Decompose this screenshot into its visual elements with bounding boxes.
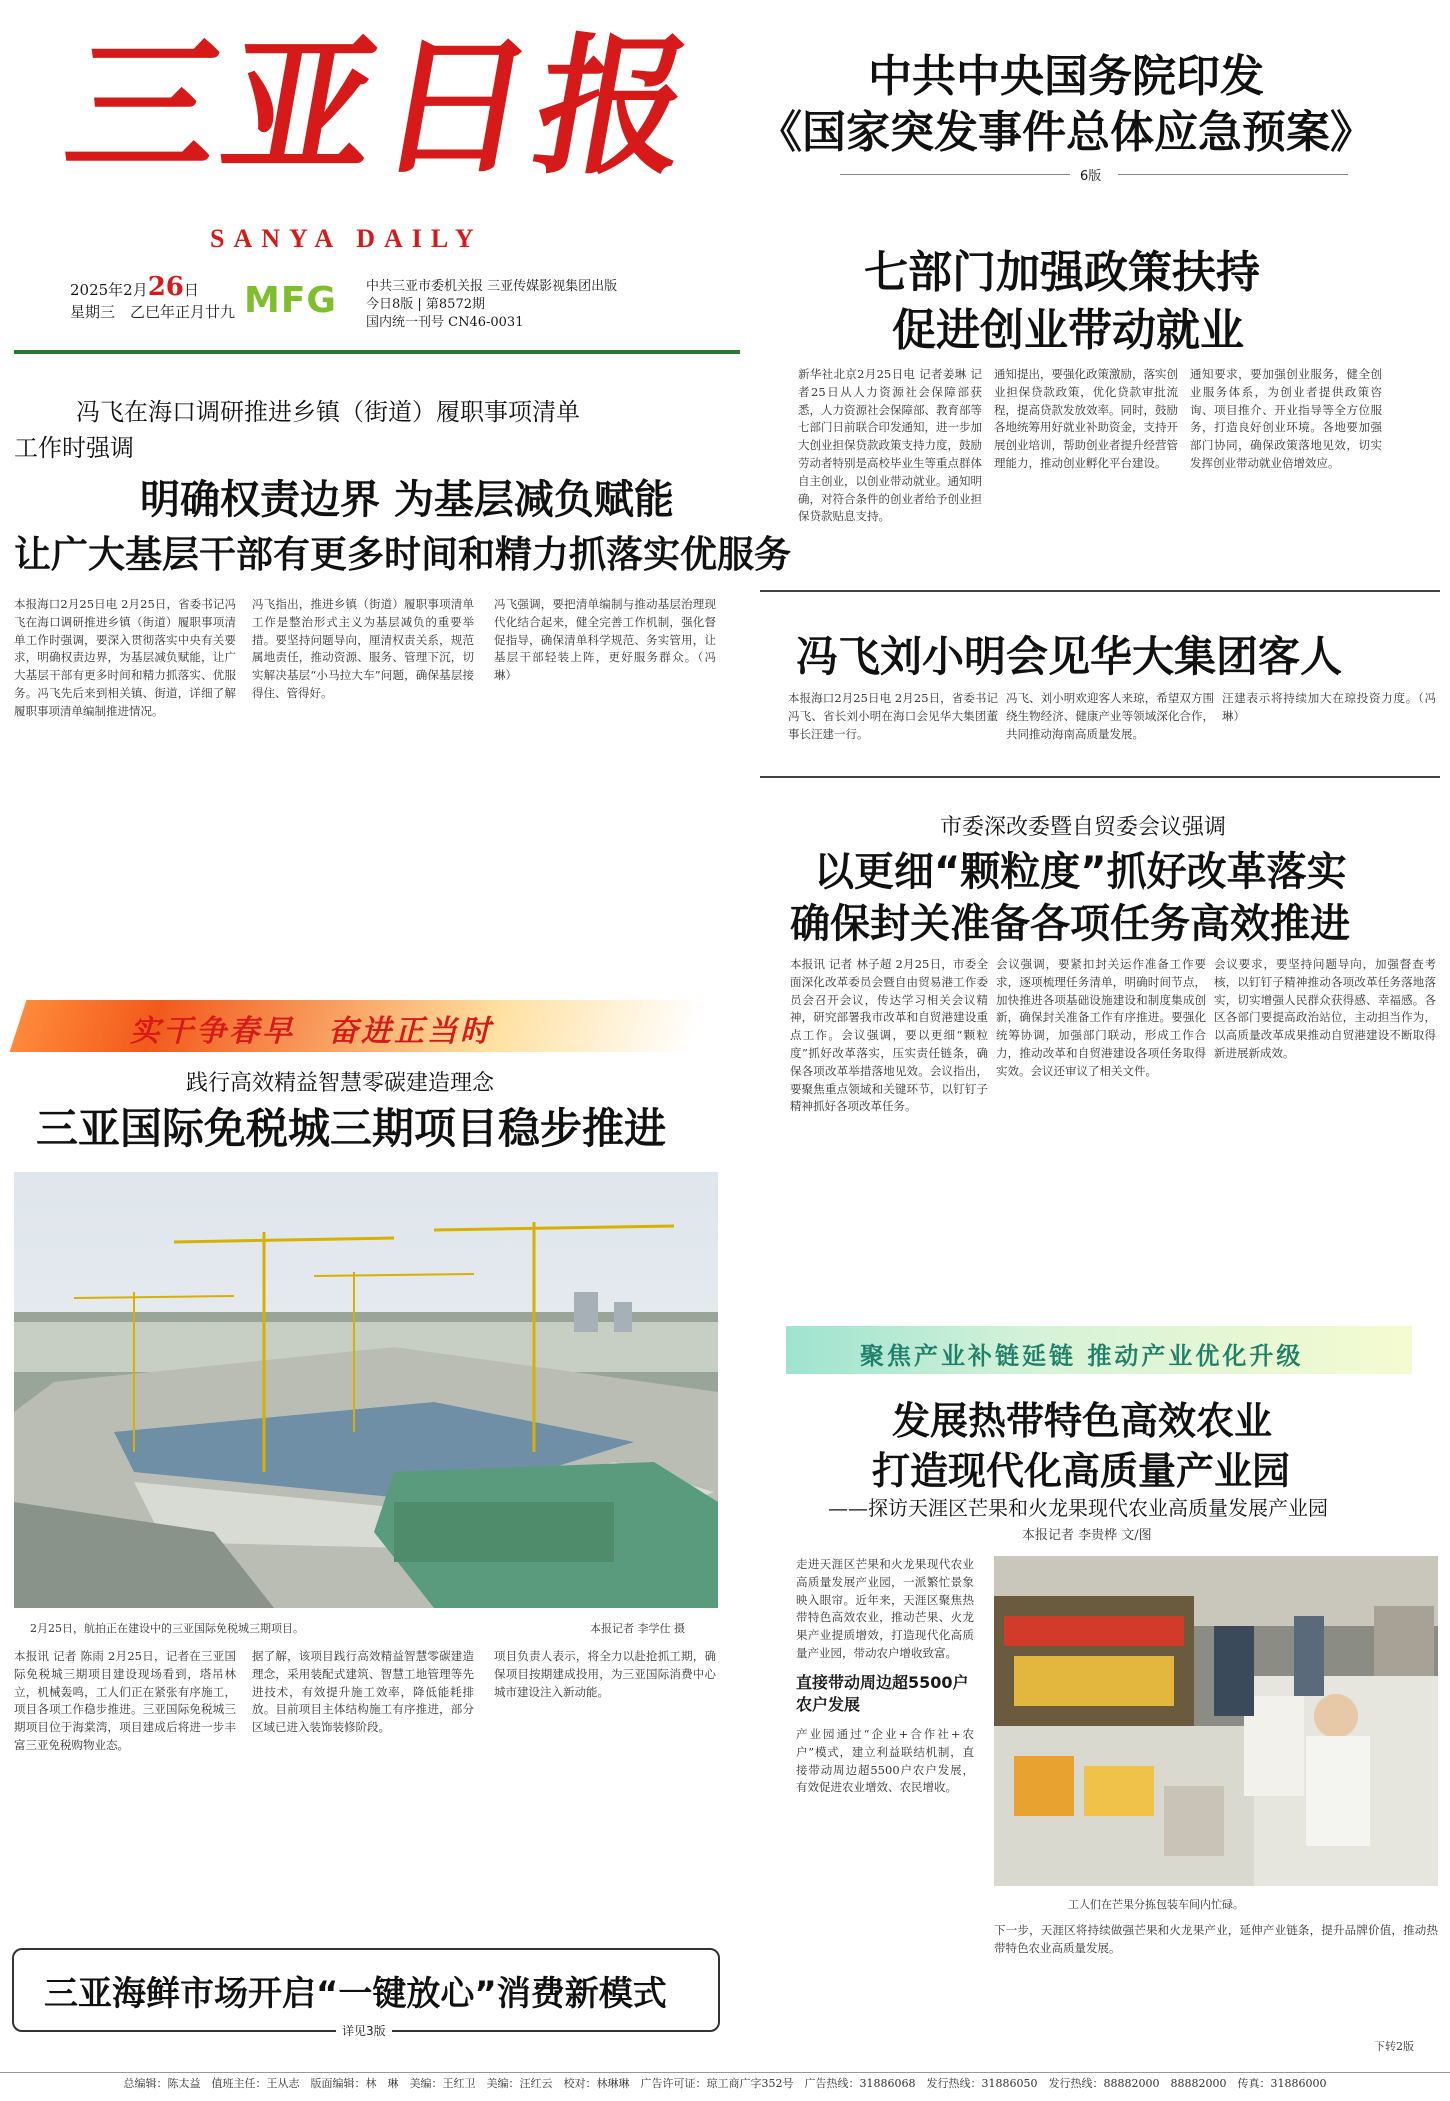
boxed-story-jump[interactable]: 详见3版 (336, 2022, 392, 2039)
mfg-logo (244, 280, 352, 326)
employment-col3: 通知要求，要加强创业服务，健全创业服务体系，为创业者提供政策咨询、项目推介、开业指导等全方位服务，打造良好创业环境。各地要加强部门协同，确保政策落地见效，切实发挥创业带动就业倍增效应。 (1190, 367, 1382, 470)
dutyfree-col3: 项目负责人表示，将全力以赴抢抓工期，确保项目按期建成投用，为三亚国际消费中心城市建设注入新动能。 (494, 1649, 716, 1699)
reform-title-line1[interactable]: 以更细“颗粒度”抓好改革落实 (814, 849, 1347, 895)
agri-col1: 走进天涯区芒果和火龙果现代农业高质量发展产业园，一派繁忙景象映入眼帘。近年来，天涯区聚焦热带特色高效农业，推动芒果、火龙果产业提质增效，打造现代化高质量产业园，带动农户增收致富。 (796, 1557, 974, 1660)
county-col2: 冯飞指出，推进乡镇（街道）履职事项清单工作是整治形式主义为基层减负的重要举措。要坚持问题导向，厘清权责关系，规范属地责任，推动资源、服务、管理下沉，切实解决基层“小马拉大车”问题，确保基层接得住、管得好。 (252, 597, 474, 700)
dutyfree-kicker: 践行高效精益智慧零碳建造理念 (186, 1071, 495, 1096)
meeting-col2: 冯飞、刘小明欢迎客人来琼，希望双方围绕生物经济、健康产业等领域深化合作，共同推动海南高质量发展。 (1006, 691, 1214, 741)
employment-col1: 新华社北京2月25日电 记者姜琳 记者25日从人力资源社会保障部获悉，人力资源社会保障部、教育部等七部门日前联合印发通知，进一步加大创业担保贷款政策支持力度，鼓励劳动者特别是高校毕业生等重点群体自主创业，以创业带动就业。通知明确，对符合条件的创业者给予创业担保贷款贴息支持。 (798, 367, 982, 524)
banner-green-text: 聚焦产业补链延链 推动产业优化升级 (860, 1342, 1304, 1370)
county-title-line1[interactable]: 明确权责边界 为基层减负赋能 (140, 477, 674, 523)
dutyfree-col1: 本报讯 记者 陈雨 2月25日，记者在三亚国际免税城三期项目建设现场看到，塔吊林立，机械轰鸣，工人们正在紧张有序施工，项目各项工作稳步推进。三亚国际免税城三期项目位于海棠湾，项目建成后将进一步丰富三亚免税购物业态。 (14, 1649, 236, 1752)
cn-line: 国内统一刊号 CN46-0031 (366, 315, 524, 330)
boxed-story-title[interactable]: 三亚海鲜市场开启“一键放心”消费新模式 (44, 1974, 667, 2014)
lead-jump-rule-right (1118, 174, 1348, 175)
reform-kicker: 市委深改委暨自贸委会议强调 (940, 815, 1227, 840)
dutyfree-col2: 据了解，该项目践行高效精益智慧零碳建造理念，采用装配式建筑、智慧工地管理等先进技术，有效提升施工效率，降低能耗排放。目前项目主体结构施工有序推进，部分区域已进入装饰装修阶段。 (252, 1649, 474, 1735)
section-divider (760, 590, 1440, 592)
agri-subtitle: ——探访天涯区芒果和火龙果现代农业高质量发展产业园 (828, 1496, 1328, 1520)
mfg-logo-text: MFG (244, 280, 337, 321)
date-day: 26 (147, 272, 184, 302)
lead-title-line2[interactable]: 《国家突发事件总体应急预案》 (758, 107, 1374, 158)
county-col1: 本报海口2月25日电 2月25日，省委书记冯飞在海口调研推进乡镇（街道）履职事项清单工作时强调，要深入贯彻落实中央有关要求，明确权责边界，为基层减负赋能，让广大基层干部有更多时间和精力抓落实、优服务。冯飞先后来到相关镇、街道，详细了解履职事项清单编制推进情况。 (14, 597, 236, 718)
employment-col2: 通知提出，要强化政策激励，落实创业担保贷款政策，优化贷款审批流程，提高贷款发放效率。同时，鼓励各地统筹用好就业补助资金，支持开展创业培训，帮助创业者提升经营管理能力，推动创业孵化平台建设。 (994, 367, 1178, 470)
agri-byline: 本报记者 李贵桦 文/图 (1022, 1528, 1152, 1543)
masthead-subtitle: SANYA DAILY (210, 224, 483, 253)
market-photo (994, 1556, 1438, 1886)
lead-title-line1[interactable]: 中共中央国务院印发 (868, 51, 1264, 102)
publisher-line: 中共三亚市委机关报 三亚传媒影视集团出版 (366, 279, 618, 294)
county-title-line2[interactable]: 让广大基层干部有更多时间和精力抓落实优服务 (14, 533, 791, 576)
publisher-block (366, 278, 617, 332)
agri-col2: 产业园通过“企业+合作社+农户”模式，建立利益联结机制，直接带动周边超5500户农户发展，有效促进农业增效、农民增收。 (796, 1727, 974, 1795)
meeting-col3: 汪建表示将持续加大在琼投资力度。（冯 琳） (1222, 691, 1448, 723)
masthead-rule (14, 350, 740, 354)
weekday-lunar: 星期三 乙巳年正月廿九 (70, 303, 236, 321)
masthead-logo: 三亚日报 (54, 19, 710, 195)
agri-title-line1[interactable]: 发展热带特色高效农业 (892, 1399, 1273, 1443)
agri-subhead: 直接带动周边超5500户农户发展 (796, 1673, 969, 1714)
employment-title-line2[interactable]: 促进创业带动就业 (892, 305, 1244, 356)
meeting-col1: 本报海口2月25日电 2月25日，省委书记冯飞、省长刘小明在海口会见华大集团董事长汪建一行。 (788, 691, 998, 741)
dutyfree-photo-credit: 本报记者 李学仕 摄 (590, 1622, 685, 1635)
banner-red-text: 实干争春早 奋进正当时 (130, 1014, 493, 1049)
agri-col3: 下一步，天涯区将持续做强芒果和火龙果产业，延伸产业链条，提升品牌价值，推动热带特色农业高质量发展。 (994, 1923, 1438, 1955)
lead-jump[interactable]: 6版 (1080, 169, 1102, 184)
meeting-title[interactable]: 冯飞刘小明会见华大集团客人 (796, 632, 1343, 681)
agri-photo-caption: 工人们在芒果分拣包装车间内忙碌。 (1068, 1898, 1244, 1911)
agri-jump[interactable]: 下转2版 (1374, 2040, 1414, 2053)
section-divider (760, 776, 1440, 778)
construction-photo (14, 1172, 718, 1608)
reform-title-line2[interactable]: 确保封关准备各项任务高效推进 (790, 901, 1350, 947)
reform-col1: 本报讯 记者 林子超 2月25日，市委全面深化改革委员会暨自由贸易港工作委员会召开会议，传达学习相关会议精神，研究部署我市改革和自贸港建设重点工作。会议强调，要以更细“颗粒度”抓好改革落实，压实责任链条，确保各项改革举措落地见效。会议指出，要聚焦重点领域和关键环节，以钉钉子精神抓好各项改革任务。 (790, 957, 988, 1114)
dutyfree-photo-caption: 2月25日，航拍正在建设中的三亚国际免税城三期项目。 (30, 1622, 304, 1635)
lead-jump-rule-left (840, 174, 1070, 175)
county-col3: 冯飞强调，要把清单编制与推动基层治理现代化结合起来，健全完善工作机制，强化督促指导，确保清单科学规范、务实管用，让基层干部轻装上阵，更好服务群众。（冯 琳） (494, 597, 728, 683)
issue-line: 今日8版 | 第8572期 (366, 297, 485, 312)
reform-col3: 会议要求，要坚持问题导向，加强督查考核，以钉钉子精神推动各项改革任务落地落实，切实增强人民群众获得感、幸福感。各区各部门要提高政治站位，主动担当作为，以高质量改革成果推动自贸港建设不断取得新进展新成效。 (1214, 957, 1436, 1060)
dutyfree-title[interactable]: 三亚国际免税城三期项目稳步推进 (36, 1104, 667, 1153)
county-kicker-line1: 冯飞在海口调研推进乡镇（街道）履职事项清单 (76, 398, 580, 426)
footer-credits: 总编辑：陈太益 值班主任：王从志 版面编辑：林 琳 美编：王红卫 美编：汪红云 校对：林琳琳 广告许可证：琼工商广字352号 广告热线：31886068 发行热线：31886050 发行热线：88882000 88882000 传真：31886000 (0, 2072, 1450, 2101)
date-suffix: 日 (183, 281, 199, 299)
county-kicker-line2: 工作时强调 (14, 434, 134, 462)
agri-title-line2[interactable]: 打造现代化高质量产业园 (872, 1449, 1291, 1493)
employment-title-line1[interactable]: 七部门加强政策扶持 (864, 247, 1260, 298)
reform-col2: 会议强调，要紧扣封关运作准备工作要求，逐项梳理任务清单，明确时间节点，加快推进各项基础设施建设和制度集成创新，确保封关准备工作有序推进。要强化统筹协调，加强部门联动，形成工作合力，推动改革和自贸港建设各项任务取得实效。会议还审议了相关文件。 (996, 957, 1206, 1078)
date-prefix: 2025年2月 (70, 281, 148, 299)
issue-date-block (70, 272, 236, 323)
